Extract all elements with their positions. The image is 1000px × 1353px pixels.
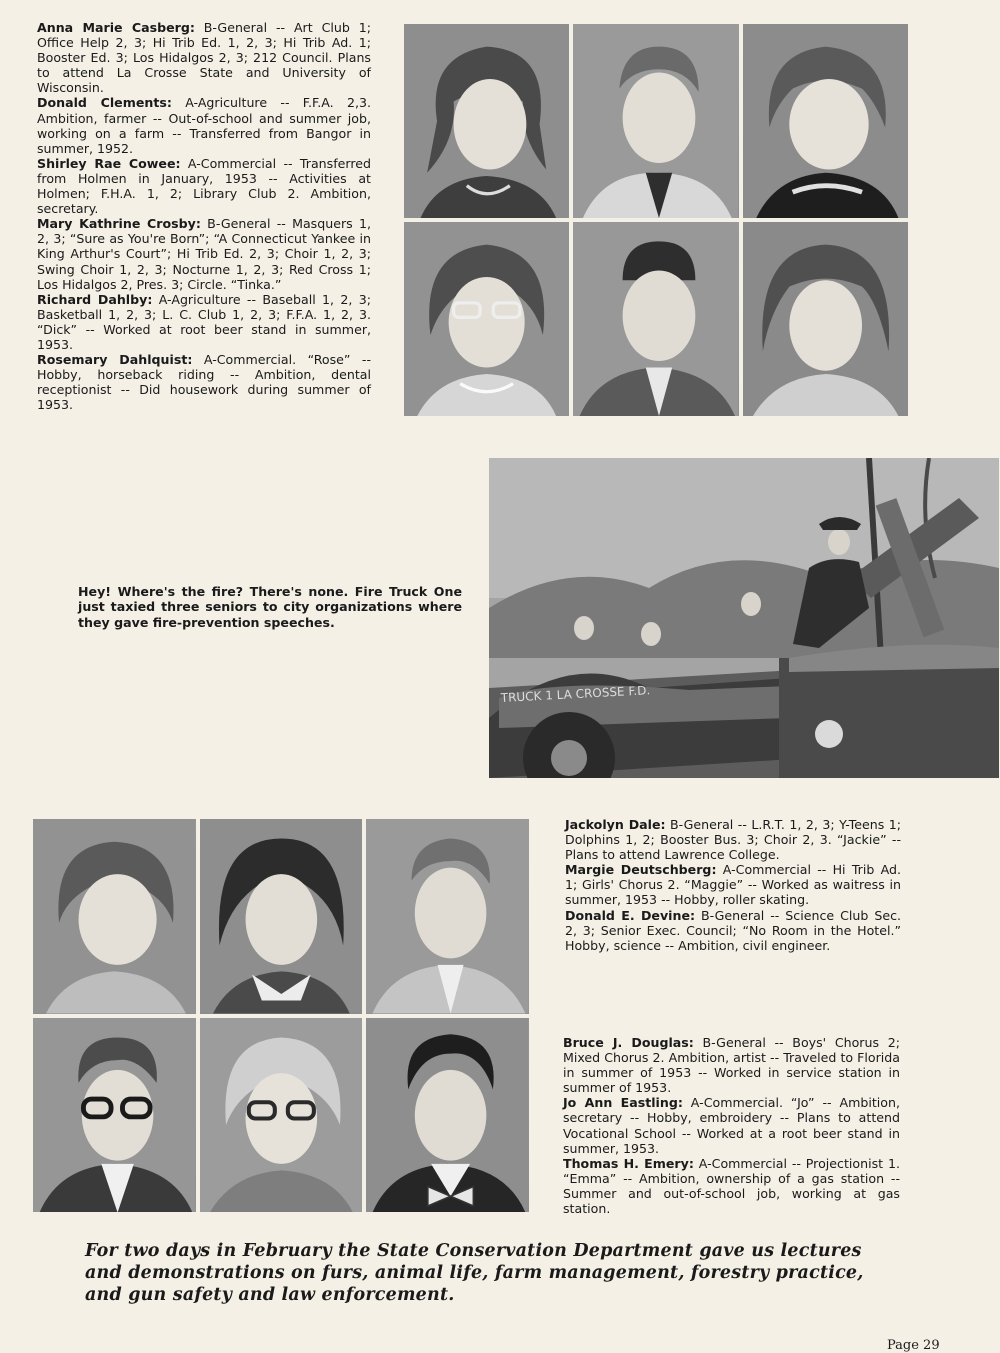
student-bio-text: B-General -- Boys' Chorus 2; Mixed Chorus 2. Ambition, artist -- Traveled to Florida in summer of 1953 -- Worked in service station in summer of 1953. xyxy=(563,1035,900,1096)
page-number: Page 29 xyxy=(887,1338,940,1353)
portrait-thomas-h-emery xyxy=(366,1018,529,1213)
bio-entry xyxy=(37,352,371,412)
student-bio-text: A-Agriculture -- F.F.A. 2,3. Ambition, farmer -- Out-of-school and summer job, working on a farm -- Transferred from Bangor in summer, 1952. xyxy=(37,95,371,156)
student-bio-text: A-Commercial. “Jo” -- Ambition, secretary -- Hobby, embroidery -- Plans to attend Vocational School -- Worked at a root beer stand in summer, 1953. xyxy=(563,1095,900,1156)
truck-door-lettering: TRUCK 1 LA CROSSE F.D. xyxy=(500,683,651,705)
bios-middle-column xyxy=(565,817,901,953)
student-name: Shirley Rae Cowee: xyxy=(37,155,181,171)
portrait-mary-kathrine-crosby xyxy=(404,222,569,416)
student-name: Jo Ann Eastling: xyxy=(563,1095,683,1111)
fire-truck-photo xyxy=(489,458,999,778)
student-bio-text: B-General -- Science Club Sec. 2, 3; Senior Exec. Council; “No Room in the Hotel.” Hobby, science -- Ambition, civil engineer. xyxy=(565,907,901,953)
student-bio-text: B-General -- Art Club 1; Office Help 2, 3; Hi Trib Ed. 1, 2, 3; Hi Trib Ad. 1; Booster Ed. 3; Los Hidalgos 2, 3; 212 Council. Plans to attend La Crosse State and University of Wisconsin. xyxy=(37,20,371,96)
student-bio-text: B-General -- L.R.T. 1, 2, 3; Y-Teens 1; Dolphins 1, 2; Booster Bus. 3; Choir 2, 3. “Jackie” -- Plans to attend Lawrence College. xyxy=(565,817,902,863)
student-bio-text: B-General -- Masquers 1, 2, 3; “Sure as You're Born”; “A Connecticut Yankee in King Arthur's Court”; Hi Trib Ed. 2, 3; Choir 1, 2, 3; Swing Choir 1, 2, 3; Nocturne 1, 2, 3; Red Cross 1; Los Hidalgos 2, Pres. 3; Circle. “Tinka.” xyxy=(37,216,371,292)
bio-entry xyxy=(563,1035,900,1095)
student-bio-text: A-Commercial -- Hi Trib Ad. 1; Girls' Chorus 2. “Maggie” -- Worked as waitress in summer, 1953 -- Hobby, roller skating. xyxy=(565,862,901,908)
student-name: Richard Dahlby: xyxy=(37,291,153,307)
portrait-jackolyn-dale xyxy=(33,819,196,1014)
bio-entry xyxy=(565,817,901,862)
bio-entry xyxy=(37,20,371,95)
bio-entry xyxy=(37,216,371,291)
bio-entry xyxy=(563,1095,900,1155)
bio-entry xyxy=(565,908,901,953)
bio-entry xyxy=(563,1156,900,1216)
bios-lower-column xyxy=(563,1035,900,1216)
student-name: Thomas H. Emery: xyxy=(563,1155,694,1171)
portrait-grid-bottom xyxy=(33,819,529,1212)
portrait-donald-e-devine xyxy=(366,819,529,1014)
student-name: Margie Deutschberg: xyxy=(565,862,717,878)
portrait-rosemary-dahlquist xyxy=(743,222,908,416)
student-name: Donald E. Devine: xyxy=(565,907,696,923)
conservation-note: For two days in February the State Conservation Department gave us lectures and demonstrations on furs, animal life, farm management, forestry practice, and gun safety and law enforcement. xyxy=(85,1241,864,1305)
student-bio-text: A-Commercial -- Transferred from Holmen in January, 1953 -- Activities at Holmen; F.H.A. 1, 2; Library Club 2. Ambition, secretary. xyxy=(37,155,371,217)
student-bio-text: A-Agriculture -- Baseball 1, 2, 3; Basketball 1, 2, 3; L. C. Club 1, 2, 3; F.F.A. 1, 2, 3. “Dick” -- Worked at root beer stand in summer, 1953. xyxy=(37,291,371,352)
student-name: Jackolyn Dale: xyxy=(565,817,666,832)
portrait-donald-clements xyxy=(573,24,738,218)
portrait-shirley-rae-cowee xyxy=(743,24,908,218)
bio-entry xyxy=(37,95,371,155)
student-name: Anna Marie Casberg: xyxy=(37,20,195,35)
fire-truck-caption: Hey! Where's the fire? There's none. Fire Truck One just taxied three seniors to city organizations where they gave fire-prevention speeches. xyxy=(78,584,462,630)
bio-entry xyxy=(565,862,901,907)
portrait-bruce-j-douglas xyxy=(33,1018,196,1213)
student-bio-text: A-Commercial -- Projectionist 1. “Emma” -- Ambition, ownership of a gas station -- Summer and out-of-school job, working at gas station. xyxy=(563,1155,900,1217)
student-name: Donald Clements: xyxy=(37,95,172,111)
portrait-anna-marie-casberg xyxy=(404,24,569,218)
portrait-richard-dahlby xyxy=(573,222,738,416)
portrait-jo-ann-eastling xyxy=(200,1018,363,1213)
student-name: Bruce J. Douglas: xyxy=(563,1035,694,1050)
student-name: Rosemary Dahlquist: xyxy=(37,352,193,368)
student-bio-text: A-Commercial. “Rose” -- Hobby, horseback riding -- Ambition, dental receptionist -- Did housework during summer of 1953. xyxy=(37,352,371,413)
bio-entry xyxy=(37,292,371,352)
portrait-margie-deutschberg xyxy=(200,819,363,1014)
bio-entry xyxy=(37,156,371,216)
portrait-grid-top xyxy=(404,24,908,416)
student-name: Mary Kathrine Crosby: xyxy=(37,216,201,232)
bios-top-column xyxy=(37,20,371,412)
